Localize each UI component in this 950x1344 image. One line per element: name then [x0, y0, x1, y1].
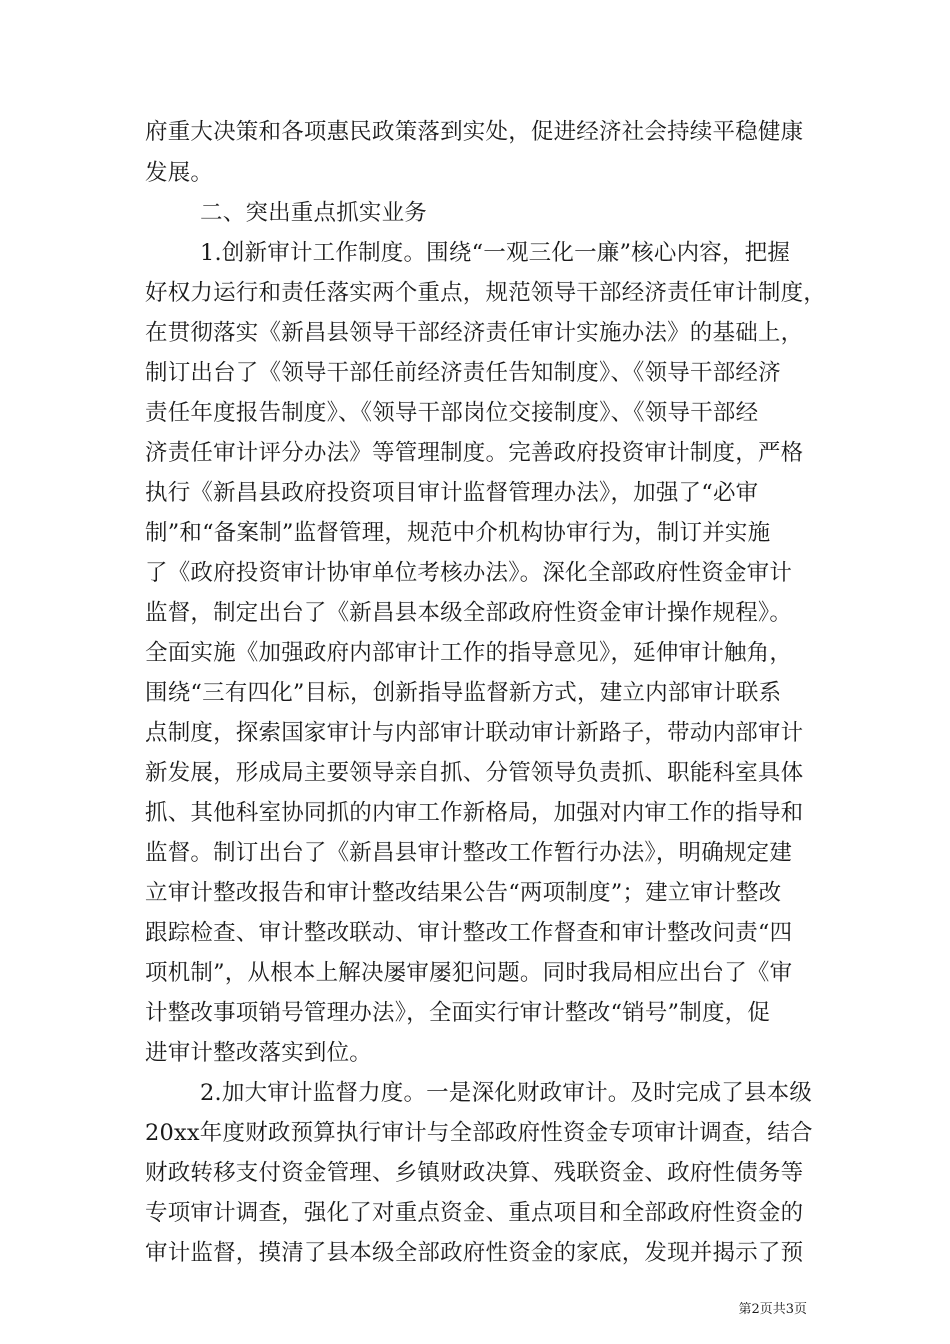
body-text-line: 进审计整改落实到位。: [145, 1040, 373, 1066]
body-text-line: 点制度，探索国家审计与内部审计联动审计新路子，带动内部审计: [145, 720, 804, 746]
body-text-line: 济责任审计评分办法》等管理制度。完善政府投资审计制度，严格: [145, 440, 804, 466]
body-text-line: 围绕“三有四化”目标，创新指导监督新方式，建立内部审计联系: [145, 680, 782, 706]
section-heading: 二、突出重点抓实业务: [200, 200, 428, 226]
body-text-line: 跟踪检查、审计整改联动、审计整改工作督查和审计整改问责“四: [145, 920, 793, 946]
body-text-line: 监督。制订出台了《新昌县审计整改工作暂行办法》，明确规定建: [145, 840, 793, 866]
body-text-line: 在贯彻落实《新昌县领导干部经济责任审计实施办法》的基础上，: [145, 320, 804, 346]
body-text-line: 监督，制定出台了《新昌县本级全部政府性资金审计操作规程》。: [145, 600, 793, 626]
body-text-line: 执行《新昌县政府投资项目审计监督管理办法》，加强了“必审: [145, 480, 759, 506]
page-number-footer: 第2页共3页: [738, 1302, 807, 1317]
body-text-line: 抓、其他科室协同抓的内审工作新格局，加强对内审工作的指导和: [145, 800, 804, 826]
paragraph-first-line: 1.创新审计工作制度。围绕“一观三化一廉”核心内容，把握: [200, 240, 791, 266]
body-text-line: 新发展，形成局主要领导亲自抓、分管领导负责抓、职能科室具体: [145, 760, 804, 786]
body-text-line: 府重大决策和各项惠民政策落到实处，促进经济社会持续平稳健康: [145, 119, 804, 145]
body-text-line: 项机制”，从根本上解决屡审屡犯问题。同时我局相应出台了《审: [145, 960, 793, 986]
body-text-line: 了《政府投资审计协审单位考核办法》。深化全部政府性资金审计: [145, 560, 793, 586]
body-text-line: 制”和“备案制”监督管理，规范中介机构协审行为，制订并实施: [145, 520, 771, 546]
body-text-line: 财政转移支付资金管理、乡镇财政决算、残联资金、政府性债务等: [145, 1160, 804, 1186]
paragraph-first-line: 2.加大审计监督力度。一是深化财政审计。及时完成了县本级: [200, 1080, 813, 1106]
body-text-line: 责任年度报告制度》、《领导干部岗位交接制度》、《领导干部经: [145, 400, 759, 426]
body-text-line: 好权力运行和责任落实两个重点，规范领导干部经济责任审计制度，: [145, 280, 827, 306]
body-text-line: 计整改事项销号管理办法》，全面实行审计整改“销号”制度，促: [145, 1000, 771, 1026]
body-text-line: 审计监督，摸清了县本级全部政府性资金的家底，发现并揭示了预: [145, 1240, 804, 1266]
body-text-line: 发展。: [145, 160, 214, 186]
body-text-line: 立审计整改报告和审计整改结果公告“两项制度”；建立审计整改: [145, 880, 782, 906]
body-text-line: 20xx年度财政预算执行审计与全部政府性资金专项审计调查，结合: [145, 1120, 813, 1146]
body-text-line: 专项审计调查，强化了对重点资金、重点项目和全部政府性资金的: [145, 1200, 804, 1226]
body-text-line: 全面实施《加强政府内部审计工作的指导意见》，延伸审计触角，: [145, 640, 793, 666]
body-text-line: 制订出台了《领导干部任前经济责任告知制度》、《领导干部经济: [145, 360, 781, 386]
